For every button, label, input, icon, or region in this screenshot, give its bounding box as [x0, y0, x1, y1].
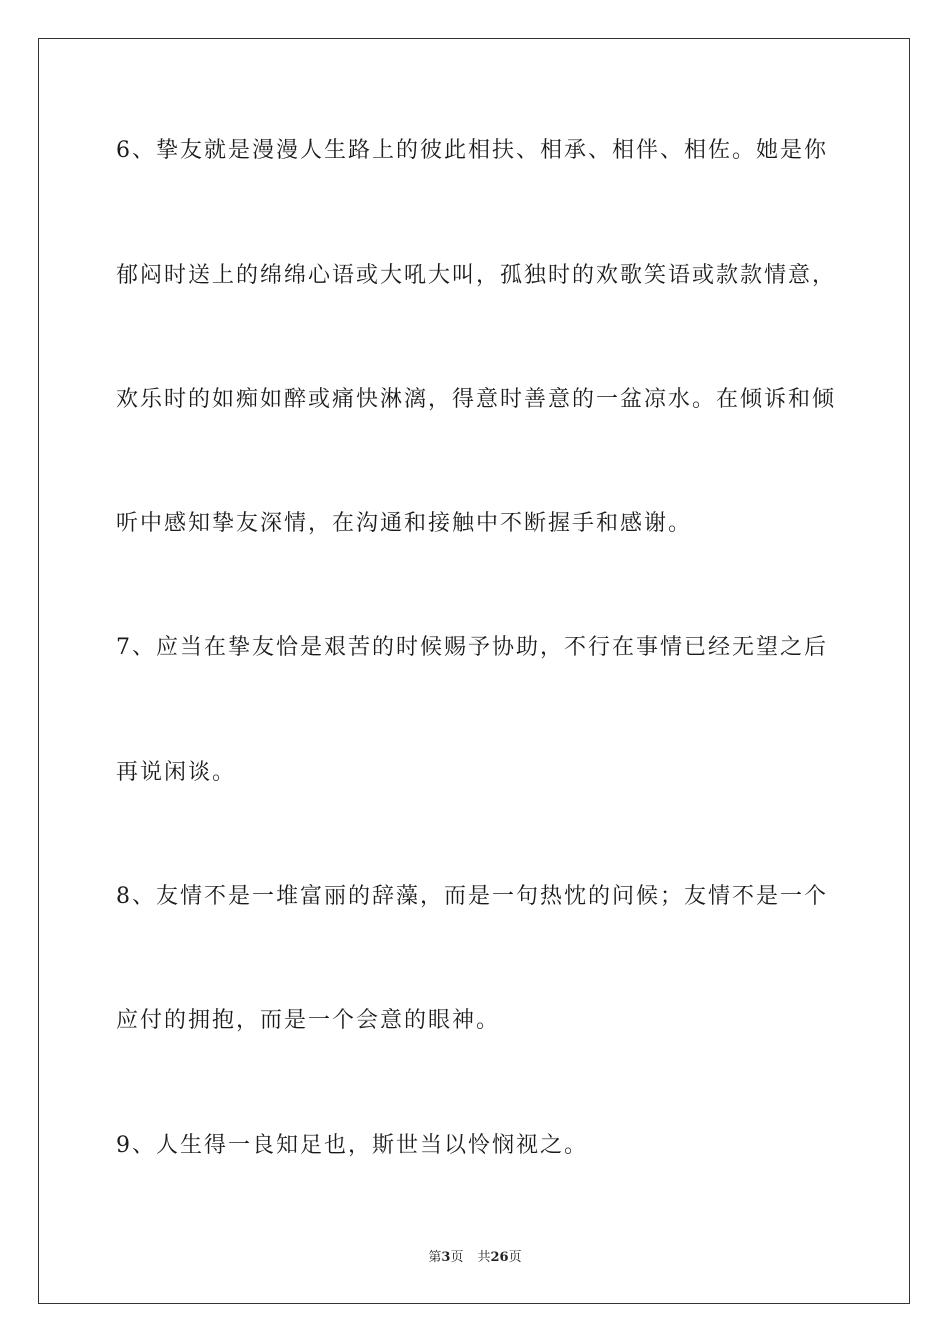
paragraph-6-line-1: 6、挚友就是漫漫人生路上的彼此相扶、相承、相伴、相佐。她是你 [116, 138, 828, 163]
paragraph-9-line-1: 9、人生得一良知足也，斯世当以怜悯视之。 [116, 1133, 588, 1158]
footer-page-prefix: 第 [428, 1250, 442, 1265]
paragraph-6-line-4: 听中感知挚友深情，在沟通和接触中不断握手和感谢。 [116, 511, 693, 536]
footer-page-number: 3 [441, 1250, 451, 1265]
footer-total-suffix: 页 [508, 1250, 522, 1265]
paragraph-7-line-2: 再说闲谈。 [116, 760, 237, 785]
paragraph-6-line-3: 欢乐时的如痴如醉或痛快淋漓，得意时善意的一盆凉水。在倾诉和倾 [116, 387, 836, 412]
footer-total-pages: 26 [490, 1250, 509, 1265]
paragraph-6-line-2: 郁闷时送上的绵绵心语或大吼大叫，孤独时的欢歌笑语或款款情意， [116, 263, 836, 288]
paragraph-7-line-1: 7、应当在挚友恰是艰苦的时候赐予协助，不行在事情已经无望之后 [116, 635, 828, 660]
page-footer [0, 1246, 950, 1265]
footer-total-prefix: 共 [477, 1250, 491, 1265]
page-border [38, 38, 910, 1304]
footer-page-suffix: 页 [450, 1250, 464, 1265]
paragraph-8-line-1: 8、友情不是一堆富丽的辞藻，而是一句热忱的问候；友情不是一个 [116, 884, 828, 909]
paragraph-8-line-2: 应付的拥抱，而是一个会意的眼神。 [116, 1008, 501, 1033]
